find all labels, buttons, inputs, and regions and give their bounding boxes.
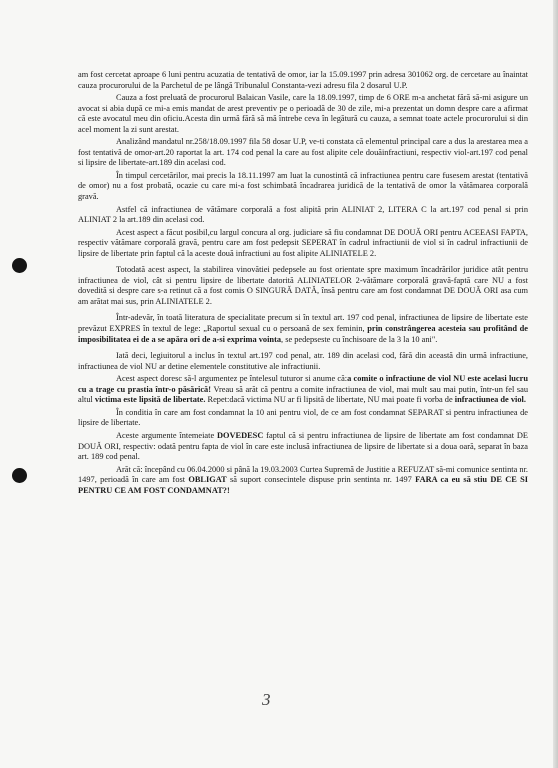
paragraph-8: Într-adevăr, în toată literatura de specialitate precum si în textul art. 197 cod penal, infractiunea de lipsire de libertate este prevăzut EXPRES în textul de lege: „Raportul sexual cu o persoană de sex feminin, prin constrângerea acesteia sau profitând de imposibilitatea ei de a se apăra ori de a-si exprima vointa, se pedepseste cu închisoare de la 3 la 10 ani". xyxy=(78,313,528,344)
paragraph-9: Iată deci, legiuitorul a inclus în textul art.197 cod penal, atr. 189 din acelasi cod, fără din această din urmă infractiune, infractiunea de viol NU ar detine elementele constitutive ale infractiunii. xyxy=(78,351,528,371)
paragraph-4: În timpul cercetărilor, mai precis la 18.11.1997 am luat la cunostintă că infractiunea pentru care fusesem arestat (tentativă de omor) nu a fost probată, ocazie cu care mi-a fost schimbată încadrarea juridică de la tentativă de omor la vătămarea corporală gravă. xyxy=(78,170,528,202)
punch-hole-bottom xyxy=(12,468,27,483)
paragraph-10: Acest aspect doresc să-l argumentez pe întelesul tuturor si anume că:a comite o infractiune de viol NU este acelasi lucru cu a trage cu prastia într-o păsărică! Vreau să arăt că pentru a comite infractiunea de viol, mai mult sau mai putin, într-un fel sau altul victima este lipsită de libertate. Repet:dacă victima NU ar fi lipsită de libertate, NU mai poate fi vorba de infractiunea de viol. xyxy=(78,374,528,405)
paragraph-2: Cauza a fost preluată de procurorul Balaican Vasile, care la 18.09.1997, timp de 6 ORE m-a anchetat fără să-mi asigure un avocat si abia după ce mi-a emis mandat de arest preventiv pe o perioadă de 30 de zile, mi-a prezentat un domn despre care a afirmat că este avocatul meu din oficiu.Acesta din urmă fără să mă întrebe ceva în legătură cu cauza, a semnat toate actele procurorului si din acel moment la zi sunt arestat. xyxy=(78,93,528,134)
page-number: 3 xyxy=(262,690,271,709)
paragraph-7: Totodată acest aspect, la stabilirea vinovătiei pedepsele au fost orientate spre maximum încadrărilor juridice atât pentru infractiunea de viol, cât si pentru lipsire de libertate datorită ALINIATELOR 2-vătămare corporală gravă-faptă care NU a fost dovedită si despre care s-a retinut că a fost comis O SINGURĂ DATĂ, însă pentru care am fost condamnat DE DOUĂ ORI asa cum am arătat mai sus, prin ALINIATELE 2. xyxy=(78,265,528,306)
paragraph-5: Astfel că infractiunea de vătămare corporală a fost alipită prin ALINIAT 2, LITERA C la art.197 cod penal si prin ALINIAT 2 la art.189 din acelasi cod. xyxy=(78,204,528,225)
paragraph-3: Analizând mandatul nr.258/18.09.1997 fila 58 dosar U.P, ve-ti constata că elementul principal care a dus la arestarea mea a fost tentativă de omor-art.20 raportat la art. 174 cod penal la care au fost alipite cele douăinfractiuni, respectiv viol-art.197 cod penal si lipsire de libertate-art.189 din acelasi cod. xyxy=(78,137,528,168)
punch-hole-top xyxy=(12,258,27,273)
document-body xyxy=(78,70,528,498)
paragraph-13: Arăt că: începând cu 06.04.2000 si până la 19.03.2003 Curtea Supremă de Justitie a REFUZAT să-mi comunice sentinta nr. 1497, perioadă în care am fost OBLIGAT să suport consecintele dispuse prin sentinta nr. 1497 FARA ca eu să stiu DE CE SI PENTRU CE AM FOST CONDAMNAT?! xyxy=(78,464,528,495)
paragraph-1: am fost cercetat aproape 6 luni pentru acuzatia de tentativă de omor, iar la 15.09.1997 prin adresa 301062 org. de cercetare au înaintat cauza procurorului de la Parchetul de pe lângă Tribunalul Constanta-vezi adresu fila 2 dosarul U.P. xyxy=(78,70,528,90)
paragraph-11: În conditia în care am fost condamnat la 10 ani pentru viol, de ce am fost condamnat SEPARAT si pentru infractiunea de lipsire de libertate. xyxy=(78,407,528,428)
paragraph-12: Aceste argumente întemeiate DOVEDESC faptul că si pentru infractiunea de lipsire de libertate am fost condamnat DE DOUĂ ORI, respectiv: odată pentru fapta de viol în care este inclusă infractiunea de lipsire de libertate si a doua oară, separat în baza art. 189 cod penal. xyxy=(78,430,528,462)
paragraph-6: Acest aspect a făcut posibil,cu largul concura al org. judiciare să fiu condamnat DE DOUĂ ORI pentru ACEEASI FAPTA, respectiv vătămare corporală gravă, pentru care am fost pedepsit SEPERAT în cadrul infractiunii de viol si în cadrul infractiunii de lipsire de libertate prin faptul că la aceste două infractiuni au fost alipite ALINIATELE 2. xyxy=(78,227,528,258)
page-edge-shadow xyxy=(553,0,558,768)
